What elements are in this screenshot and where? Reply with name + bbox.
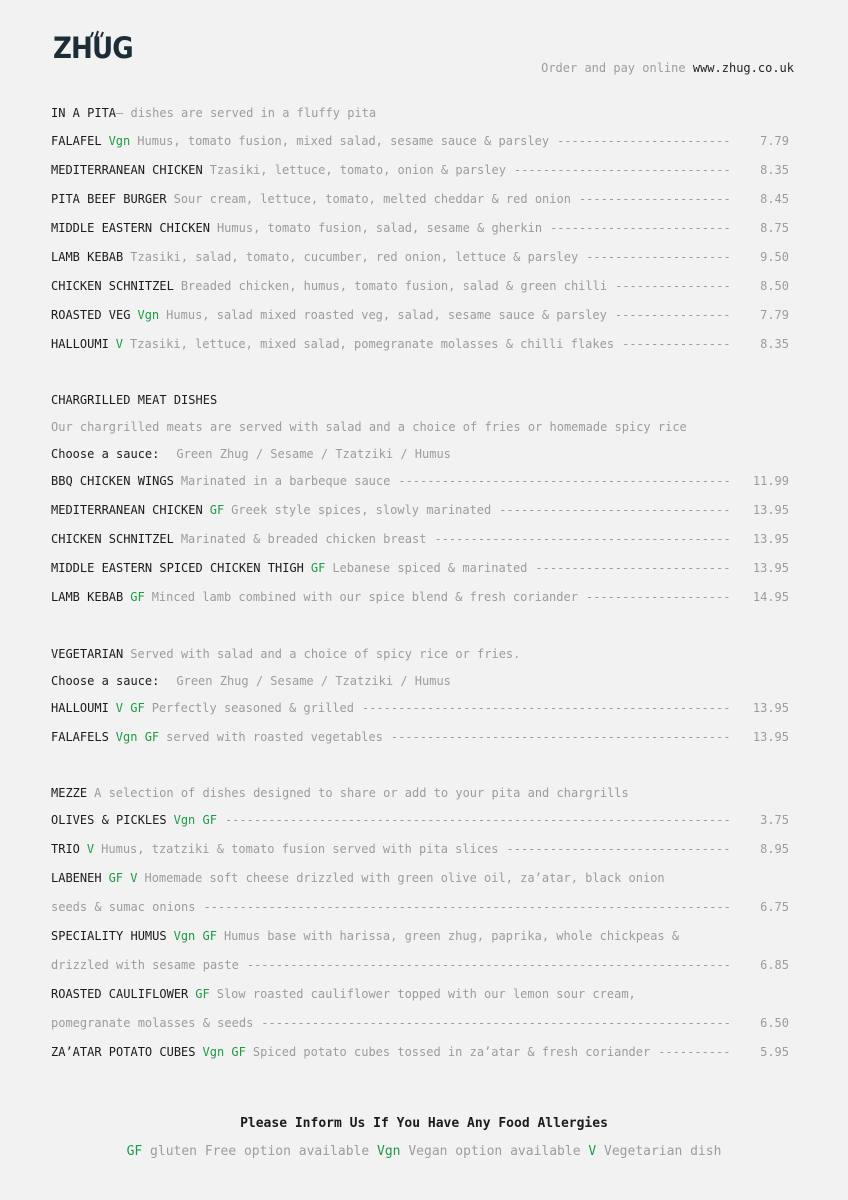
item-name: MEDITERRANEAN CHICKEN <box>51 503 203 517</box>
item-price: 6.50 <box>760 1016 789 1030</box>
item-description: Humus, salad mixed roasted veg, salad, sesame sauce & parsley <box>166 308 607 322</box>
item-price: 8.35 <box>760 337 789 351</box>
menu-item[interactable] <box>51 986 731 1002</box>
menu-item[interactable] <box>51 531 789 547</box>
menu-item-continued <box>51 899 789 915</box>
menu-item[interactable] <box>51 1044 789 1060</box>
legend-vgn-tag: Vgn <box>377 1144 401 1159</box>
menu-item[interactable] <box>51 133 789 149</box>
dot-leader <box>391 729 729 745</box>
item-price: 7.79 <box>760 134 789 148</box>
menu-item[interactable] <box>51 502 789 518</box>
menu-item[interactable] <box>51 191 789 207</box>
menu-item-continued <box>51 1015 789 1031</box>
legend-v-text: Vegetarian dish <box>604 1144 722 1159</box>
dot-leader <box>658 1044 729 1060</box>
logo-accent-icon <box>90 30 106 38</box>
dot-leader <box>398 473 729 489</box>
section-subtitle: – dishes are served in a fluffy pita <box>116 106 377 120</box>
diet-tag: GF <box>130 590 145 604</box>
item-price: 3.75 <box>760 813 789 827</box>
item-description: Tzasiki, salad, tomato, cucumber, red onion, lettuce & parsley <box>130 250 579 264</box>
item-name: HALLOUMI <box>51 337 109 351</box>
allergy-notice: Please Inform Us If You Have Any Food Allergies <box>240 1116 608 1131</box>
dot-leader <box>261 1015 729 1031</box>
item-description: Humus, tomato fusion, salad, sesame & gherkin <box>216 221 543 235</box>
diet-tag: GF V <box>108 871 138 885</box>
item-description: Homemade soft cheese drizzled with green olive oil, za’atar, black onion <box>144 871 665 885</box>
item-name: MEDITERRANEAN CHICKEN <box>51 163 203 177</box>
item-name: BBQ CHICKEN WINGS <box>51 474 174 488</box>
item-price: 13.95 <box>752 532 789 546</box>
item-description: Humus base with harissa, green zhug, paprika, whole chickpeas & <box>223 929 680 943</box>
menu-item[interactable] <box>51 560 789 576</box>
menu-item[interactable] <box>51 729 789 745</box>
item-description: Spiced potato cubes tossed in za’atar & fresh coriander <box>252 1045 651 1059</box>
menu-item[interactable] <box>51 307 789 323</box>
dot-leader <box>557 133 729 149</box>
item-price: 6.85 <box>760 958 789 972</box>
menu-item[interactable] <box>51 220 789 236</box>
item-name: ZA’ATAR POTATO CUBES <box>51 1045 196 1059</box>
item-price: 13.95 <box>752 561 789 575</box>
dot-leader <box>586 249 729 265</box>
legend-gf-text: gluten Free option available <box>150 1144 370 1159</box>
section-title: IN A PITA <box>51 106 117 120</box>
diet-tag: Vgn GF <box>173 813 217 827</box>
item-price: 14.95 <box>752 590 789 604</box>
item-name: SPECIALITY HUMUS <box>51 929 167 943</box>
menu-item[interactable] <box>51 928 731 944</box>
sauce-options <box>51 673 789 689</box>
item-price: 13.95 <box>752 730 789 744</box>
section-heading-mezze <box>51 785 789 801</box>
legend-vgn-text: Vegan option available <box>408 1144 581 1159</box>
dot-leader <box>535 560 729 576</box>
dot-leader <box>550 220 729 236</box>
menu-item[interactable] <box>51 162 789 178</box>
dot-leader <box>434 531 729 547</box>
dot-leader <box>499 502 729 518</box>
diet-legend <box>0 1144 848 1159</box>
item-price: 5.95 <box>760 1045 789 1059</box>
item-description-continued: seeds & sumac onions <box>51 900 196 914</box>
zhug-logo[interactable] <box>53 31 142 65</box>
item-price: 8.95 <box>760 842 789 856</box>
menu-item[interactable] <box>51 249 789 265</box>
diet-tag: V GF <box>115 701 145 715</box>
dot-leader <box>507 841 730 857</box>
dot-leader <box>247 957 729 973</box>
diet-tag: Vgn GF <box>115 730 160 744</box>
section-title: VEGETARIAN <box>51 647 124 661</box>
sauce-label: Choose a sauce: <box>51 674 160 688</box>
item-description: served with roasted vegetables <box>166 730 383 744</box>
dot-leader <box>622 336 729 352</box>
section-heading-pita <box>51 105 789 121</box>
item-price: 7.79 <box>760 308 789 322</box>
dot-leader <box>204 899 730 915</box>
diet-tag: GF <box>209 503 225 517</box>
logo-wordmark: ZHUG <box>53 31 133 65</box>
item-price: 11.99 <box>752 474 789 488</box>
diet-tag: V <box>115 337 124 351</box>
dot-leader <box>225 812 729 828</box>
item-description-continued: drizzled with sesame paste <box>51 958 239 972</box>
item-price: 13.95 <box>752 701 789 715</box>
item-description-continued: pomegranate molasses & seeds <box>51 1016 254 1030</box>
item-price: 8.45 <box>760 192 789 206</box>
section-heading-vegetarian <box>51 646 789 662</box>
section-intro <box>51 419 789 435</box>
item-name: MIDDLE EASTERN CHICKEN <box>51 221 210 235</box>
item-price: 13.95 <box>752 503 789 517</box>
item-description: Minced lamb combined with our spice blend & fresh coriander <box>151 590 578 604</box>
diet-tag: GF <box>310 561 326 575</box>
dot-leader <box>615 307 729 323</box>
item-description: Marinated in a barbeque sauce <box>180 474 391 488</box>
item-description: Marinated & breaded chicken breast <box>180 532 427 546</box>
item-description: Breaded chicken, humus, tomato fusion, salad & green chilli <box>180 279 608 293</box>
item-price: 8.75 <box>760 221 789 235</box>
diet-tag: Vgn <box>137 308 160 322</box>
section-title: MEZZE <box>51 786 88 800</box>
item-name: OLIVES & PICKLES <box>51 813 167 827</box>
menu-item[interactable] <box>51 473 789 489</box>
item-name: MIDDLE EASTERN SPICED CHICKEN THIGH <box>51 561 304 575</box>
menu-item[interactable] <box>51 870 731 886</box>
item-name: ROASTED VEG <box>51 308 131 322</box>
item-description: Perfectly seasoned & grilled <box>151 701 354 715</box>
diet-tag: V <box>86 842 95 856</box>
menu-item[interactable] <box>51 278 789 294</box>
item-description: Greek style spices, slowly marinated <box>231 503 492 517</box>
website-link[interactable]: www.zhug.co.uk <box>692 61 794 75</box>
item-name: HALLOUMI <box>51 701 109 715</box>
diet-tag: GF <box>195 987 210 1001</box>
sauce-list: Green Zhug / Sesame / Tzatziki / Humus <box>176 674 451 688</box>
item-name: CHICKEN SCHNITZEL <box>51 279 174 293</box>
item-name: LAMB KEBAB <box>51 250 124 264</box>
item-name: LABENEH <box>51 871 102 885</box>
dot-leader <box>615 278 729 294</box>
item-price: 8.50 <box>760 279 789 293</box>
item-description: Tzasiki, lettuce, mixed salad, pomegranate molasses & chilli flakes <box>130 337 615 351</box>
section-intro-text: A selection of dishes designed to share or add to your pita and chargrills <box>94 786 629 800</box>
diet-tag: Vgn GF <box>173 929 217 943</box>
order-online-text: Order and pay online <box>541 61 686 75</box>
section-intro-text: Our chargrilled meats are served with salad and a choice of fries or homemade spicy rice <box>51 420 687 434</box>
item-description: Tzasiki, lettuce, tomato, onion & parsley <box>209 163 506 177</box>
diet-tag: Vgn GF <box>202 1045 246 1059</box>
dot-leader <box>579 191 729 207</box>
diet-tag: Vgn <box>108 134 131 148</box>
section-heading-chargrilled <box>51 392 789 408</box>
item-description: Humus, tzatziki & tomato fusion served with pita slices <box>101 842 499 856</box>
sauce-label: Choose a sauce: <box>51 447 160 461</box>
sauce-list: Green Zhug / Sesame / Tzatziki / Humus <box>176 447 451 461</box>
menu-item[interactable] <box>51 812 789 828</box>
item-name: PITA BEEF BURGER <box>51 192 167 206</box>
dot-leader <box>362 700 729 716</box>
menu-item[interactable] <box>51 841 789 857</box>
item-name: TRIO <box>51 842 80 856</box>
item-name: FALAFEL <box>51 134 102 148</box>
menu-item-continued <box>51 957 789 973</box>
item-description: Humus, tomato fusion, mixed salad, sesame sauce & parsley <box>137 134 550 148</box>
section-title: CHARGRILLED MEAT DISHES <box>51 393 218 407</box>
item-description: Lebanese spiced & marinated <box>332 561 528 575</box>
item-name: LAMB KEBAB <box>51 590 124 604</box>
item-price: 9.50 <box>760 250 789 264</box>
dot-leader <box>586 589 729 605</box>
menu-item[interactable] <box>51 336 789 352</box>
item-description: Slow roasted cauliflower topped with our lemon sour cream, <box>216 987 636 1001</box>
menu-item[interactable] <box>51 700 789 716</box>
item-name: FALAFELS <box>51 730 109 744</box>
item-price: 8.35 <box>760 163 789 177</box>
item-price: 6.75 <box>760 900 789 914</box>
item-name: CHICKEN SCHNITZEL <box>51 532 174 546</box>
legend-gf-tag: GF <box>126 1144 143 1159</box>
dot-leader <box>514 162 729 178</box>
item-description: Sour cream, lettuce, tomato, melted cheddar & red onion <box>173 192 571 206</box>
legend-v-tag: V <box>588 1144 597 1159</box>
sauce-options <box>51 446 789 462</box>
section-intro-text: Served with salad and a choice of spicy rice or fries. <box>130 647 521 661</box>
order-online-line <box>541 61 794 75</box>
item-name: ROASTED CAULIFLOWER <box>51 987 189 1001</box>
menu-item[interactable] <box>51 589 789 605</box>
